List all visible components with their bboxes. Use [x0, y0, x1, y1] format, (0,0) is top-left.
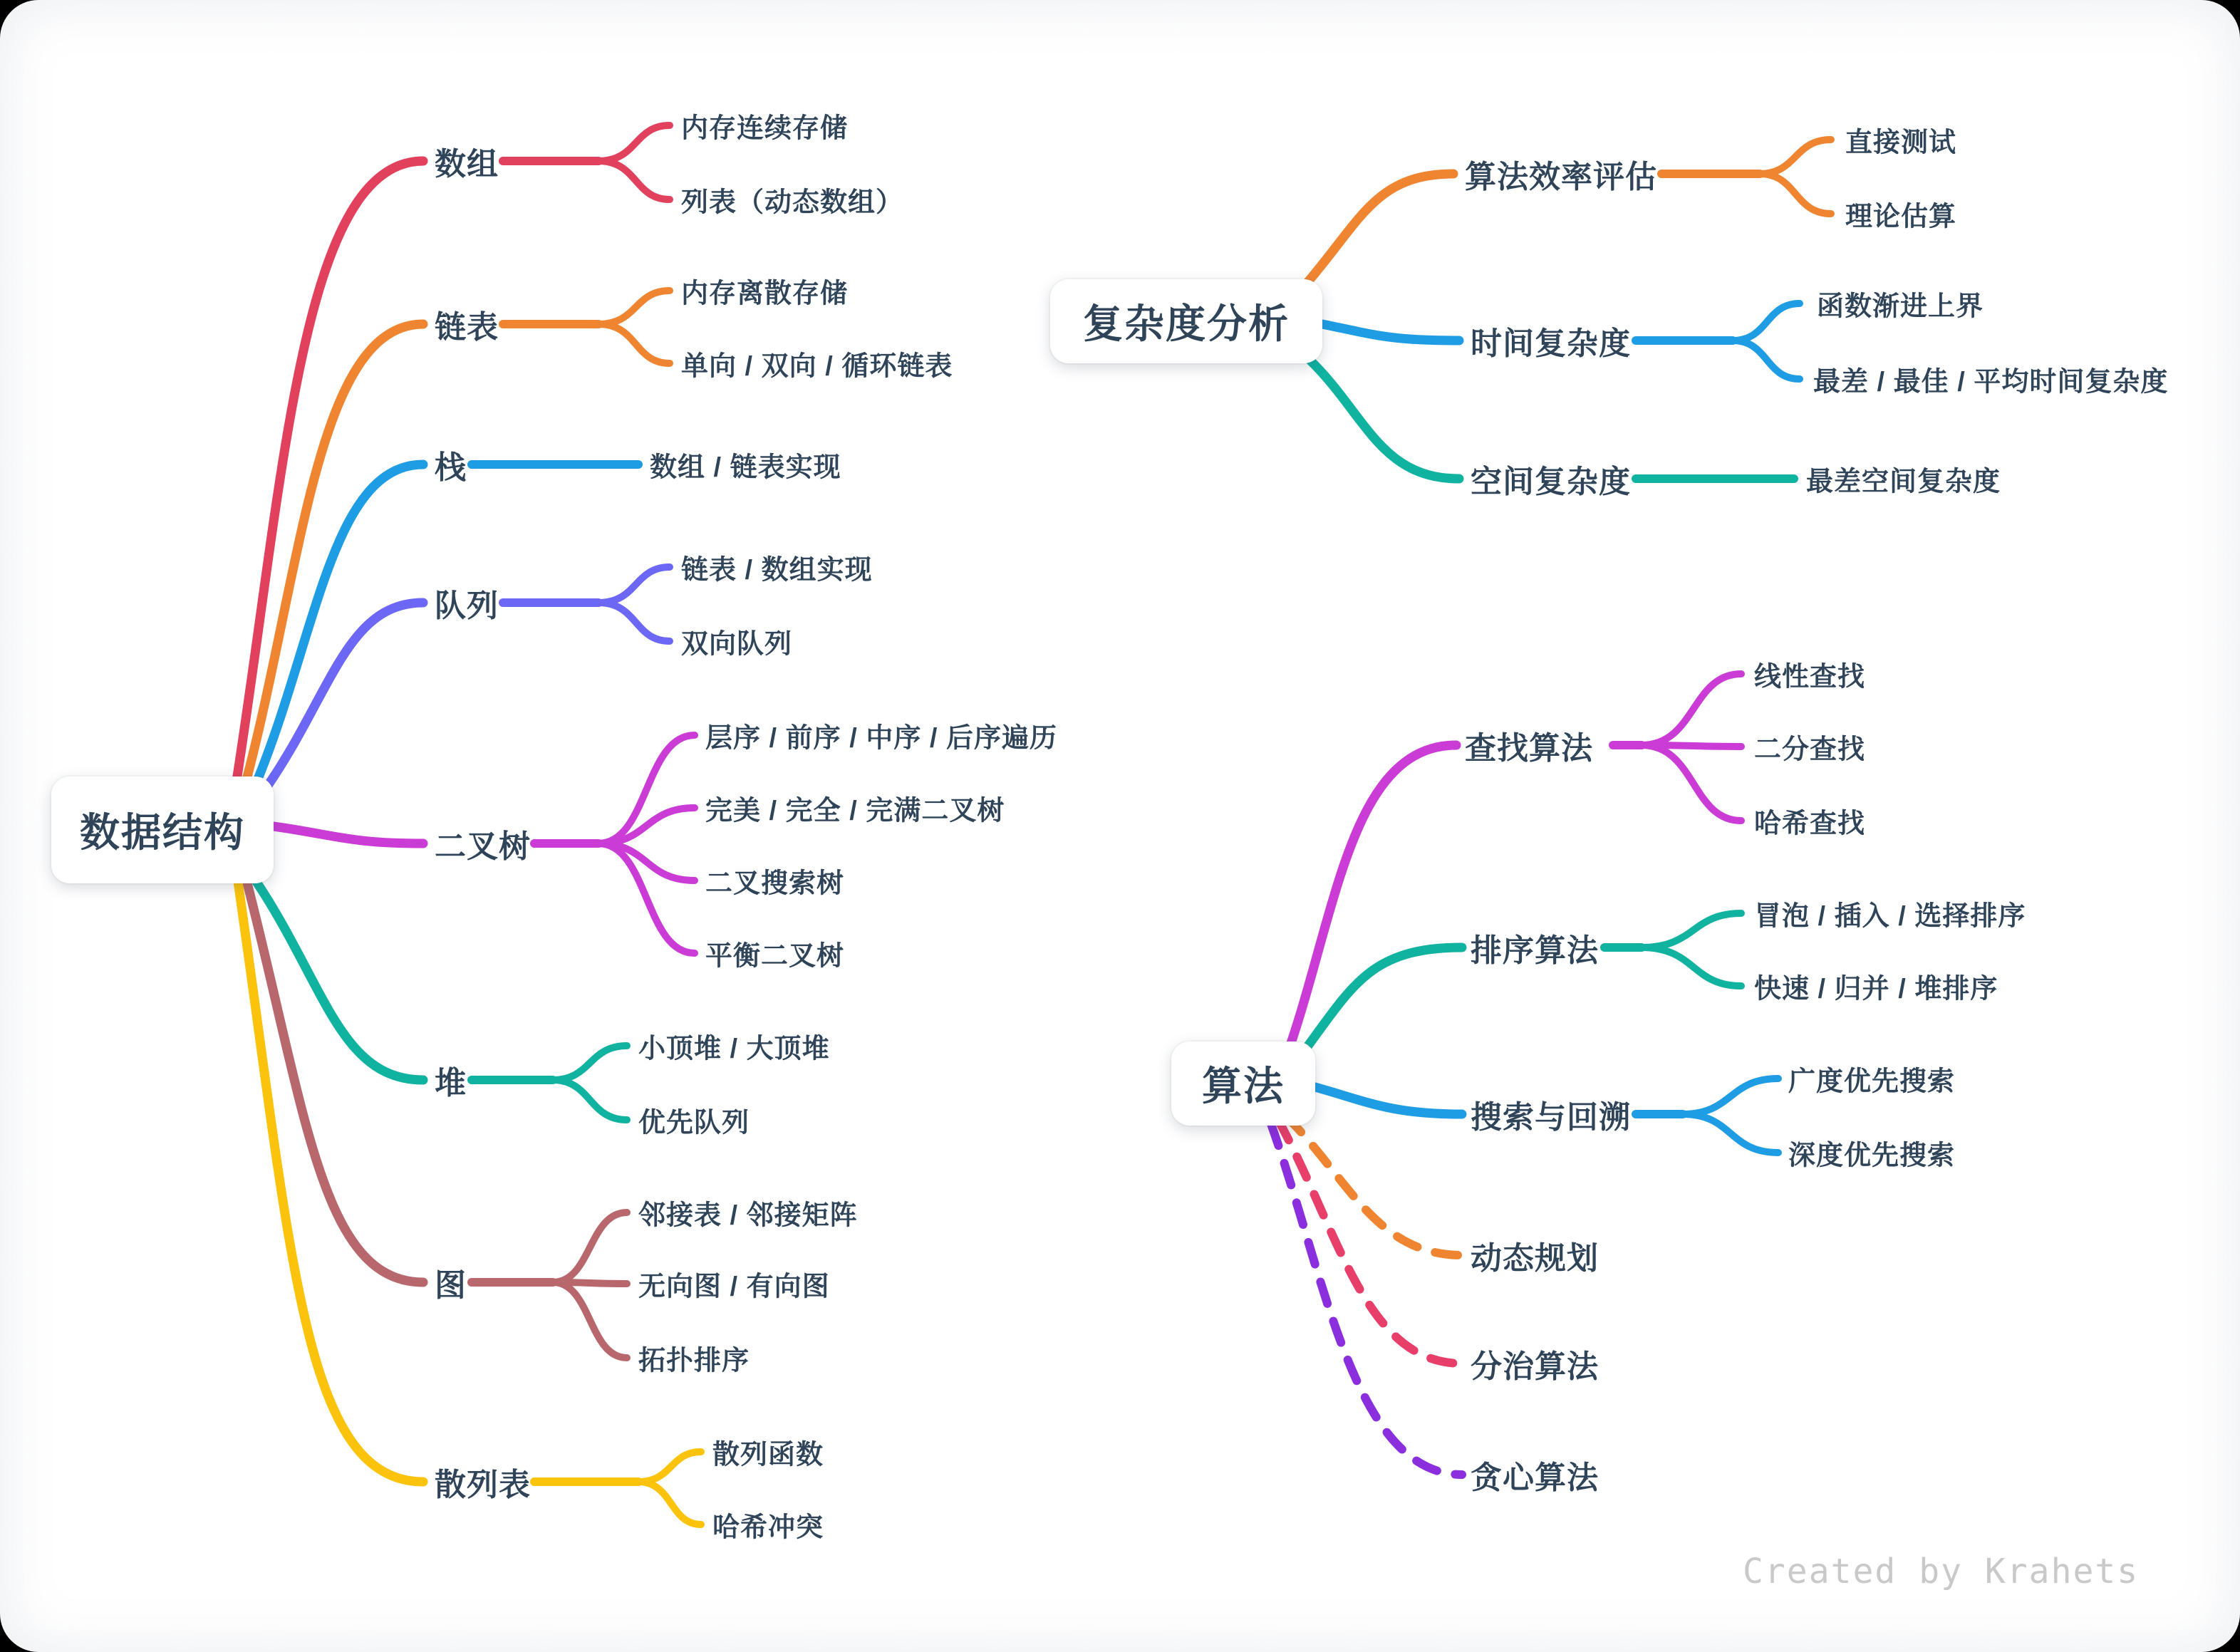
- fork-linked-list-1: [598, 324, 670, 363]
- leaf-sorting-1[interactable]: 快速 / 归并 / 堆排序: [1754, 974, 1998, 1004]
- footer-credit: Created by Krahets: [1743, 1552, 2140, 1591]
- leaf-time-0[interactable]: 函数渐进上界: [1817, 291, 1984, 322]
- leaf-graph-1[interactable]: 无向图 / 有向图: [638, 1272, 830, 1302]
- fork-time-1: [1733, 341, 1800, 379]
- root-complexity-analysis[interactable]: [1050, 279, 1322, 363]
- node-heap[interactable]: 堆: [435, 1066, 467, 1101]
- leaf-graph-0[interactable]: 邻接表 / 邻接矩阵: [638, 1200, 858, 1231]
- root-algorithms-label: 算法: [1202, 1064, 1285, 1108]
- node-space-complexity[interactable]: 空间复杂度: [1471, 464, 1631, 499]
- leaf-heap-1[interactable]: 优先队列: [638, 1108, 750, 1138]
- node-efficiency-evaluation[interactable]: 算法效率评估: [1465, 160, 1657, 194]
- edge-root-greedy: [1271, 1124, 1462, 1475]
- edge-root-efficiency: [1305, 174, 1453, 285]
- edge-root-sorting: [1295, 947, 1462, 1063]
- fork-searching-0: [1642, 674, 1741, 745]
- root-data-structures[interactable]: [51, 776, 274, 883]
- leaf-hash-table-0[interactable]: 散列函数: [712, 1440, 824, 1470]
- root-algorithms[interactable]: [1171, 1041, 1315, 1126]
- leaf-efficiency-1[interactable]: 理论估算: [1845, 202, 1957, 232]
- node-searching[interactable]: 查找算法: [1465, 731, 1593, 766]
- leaf-linked-list-1[interactable]: 单向 / 双向 / 循环链表: [681, 351, 953, 382]
- leaf-searching-2[interactable]: 哈希查找: [1754, 809, 1866, 839]
- leaf-searching-0[interactable]: 线性查找: [1754, 662, 1866, 692]
- node-greedy[interactable]: 贪心算法: [1471, 1460, 1599, 1495]
- node-hash-table[interactable]: 散列表: [435, 1467, 531, 1502]
- node-divide-conquer[interactable]: 分治算法: [1471, 1349, 1599, 1384]
- leaf-stack-0[interactable]: 数组 / 链表实现: [650, 452, 841, 483]
- node-binary-tree[interactable]: 二叉树: [435, 829, 531, 864]
- node-graph[interactable]: 图: [435, 1268, 467, 1303]
- leaf-binary-tree-0[interactable]: 层序 / 前序 / 中序 / 后序遍历: [705, 723, 1058, 754]
- leaf-array-0[interactable]: 内存连续存储: [681, 113, 849, 144]
- leaf-hash-table-1[interactable]: 哈希冲突: [712, 1512, 824, 1543]
- edge-root-dynamic-programming: [1285, 1116, 1462, 1255]
- node-stack[interactable]: 栈: [435, 450, 467, 485]
- fork-search-backtracking-1: [1683, 1114, 1778, 1153]
- leaf-graph-2[interactable]: 拓扑排序: [638, 1346, 750, 1376]
- edge-root-binary-tree: [274, 826, 423, 843]
- fork-sorting-0: [1642, 913, 1741, 947]
- leaf-searching-1[interactable]: 二分查找: [1754, 734, 1866, 765]
- fork-efficiency-0: [1760, 140, 1831, 174]
- leaf-space-0[interactable]: 最差空间复杂度: [1806, 467, 2001, 497]
- leaf-binary-tree-2[interactable]: 二叉搜索树: [705, 868, 845, 899]
- fork-heap-0: [553, 1046, 627, 1080]
- node-search-backtracking[interactable]: 搜索与回溯: [1471, 1100, 1631, 1135]
- fork-hash-table-1: [638, 1482, 701, 1524]
- fork-sorting-1: [1642, 947, 1741, 986]
- node-queue[interactable]: 队列: [435, 588, 499, 623]
- root-complexity-analysis-label: 复杂度分析: [1083, 301, 1290, 346]
- node-time-complexity[interactable]: 时间复杂度: [1471, 326, 1631, 361]
- node-sorting[interactable]: 排序算法: [1471, 933, 1599, 968]
- fork-graph-0: [553, 1212, 627, 1282]
- leaf-search-backtracking-0[interactable]: 广度优先搜索: [1788, 1066, 1956, 1097]
- leaf-binary-tree-3[interactable]: 平衡二叉树: [705, 941, 845, 972]
- node-dynamic-programming[interactable]: 动态规划: [1471, 1241, 1599, 1276]
- fork-array-0: [598, 125, 670, 161]
- fork-queue-0: [598, 567, 670, 603]
- fork-hash-table-0: [638, 1452, 701, 1482]
- leaf-search-backtracking-1[interactable]: 深度优先搜索: [1788, 1141, 1956, 1171]
- edge-root-searching: [1288, 745, 1456, 1051]
- fork-heap-1: [553, 1080, 627, 1120]
- leaf-time-1[interactable]: 最差 / 最佳 / 平均时间复杂度: [1813, 367, 2169, 398]
- node-linked-list[interactable]: 链表: [435, 310, 499, 345]
- fork-array-1: [598, 161, 670, 199]
- fork-search-backtracking-0: [1683, 1079, 1778, 1114]
- leaf-efficiency-0[interactable]: 直接测试: [1845, 128, 1957, 158]
- edge-root-space: [1310, 360, 1459, 479]
- edge-root-search-backtracking: [1300, 1083, 1462, 1114]
- leaf-queue-0[interactable]: 链表 / 数组实现: [681, 555, 873, 586]
- fork-searching-2: [1642, 745, 1741, 821]
- node-array[interactable]: 数组: [435, 147, 499, 182]
- leaf-sorting-0[interactable]: 冒泡 / 插入 / 选择排序: [1754, 901, 2026, 932]
- root-data-structures-label: 数据结构: [80, 810, 245, 855]
- edge-root-time: [1322, 324, 1459, 341]
- fork-linked-list-0: [598, 291, 670, 324]
- fork-time-0: [1733, 303, 1800, 341]
- fork-queue-1: [598, 603, 670, 641]
- leaf-heap-0[interactable]: 小顶堆 / 大顶堆: [638, 1034, 830, 1064]
- leaf-linked-list-0[interactable]: 内存离散存储: [681, 279, 849, 309]
- leaf-queue-1[interactable]: 双向队列: [681, 629, 793, 660]
- leaf-binary-tree-1[interactable]: 完美 / 完全 / 完满二叉树: [705, 796, 1005, 826]
- edge-root-heap: [254, 878, 423, 1080]
- leaf-array-1[interactable]: 列表（动态数组）: [681, 187, 904, 218]
- fork-graph-2: [553, 1282, 627, 1358]
- fork-efficiency-1: [1760, 174, 1831, 214]
